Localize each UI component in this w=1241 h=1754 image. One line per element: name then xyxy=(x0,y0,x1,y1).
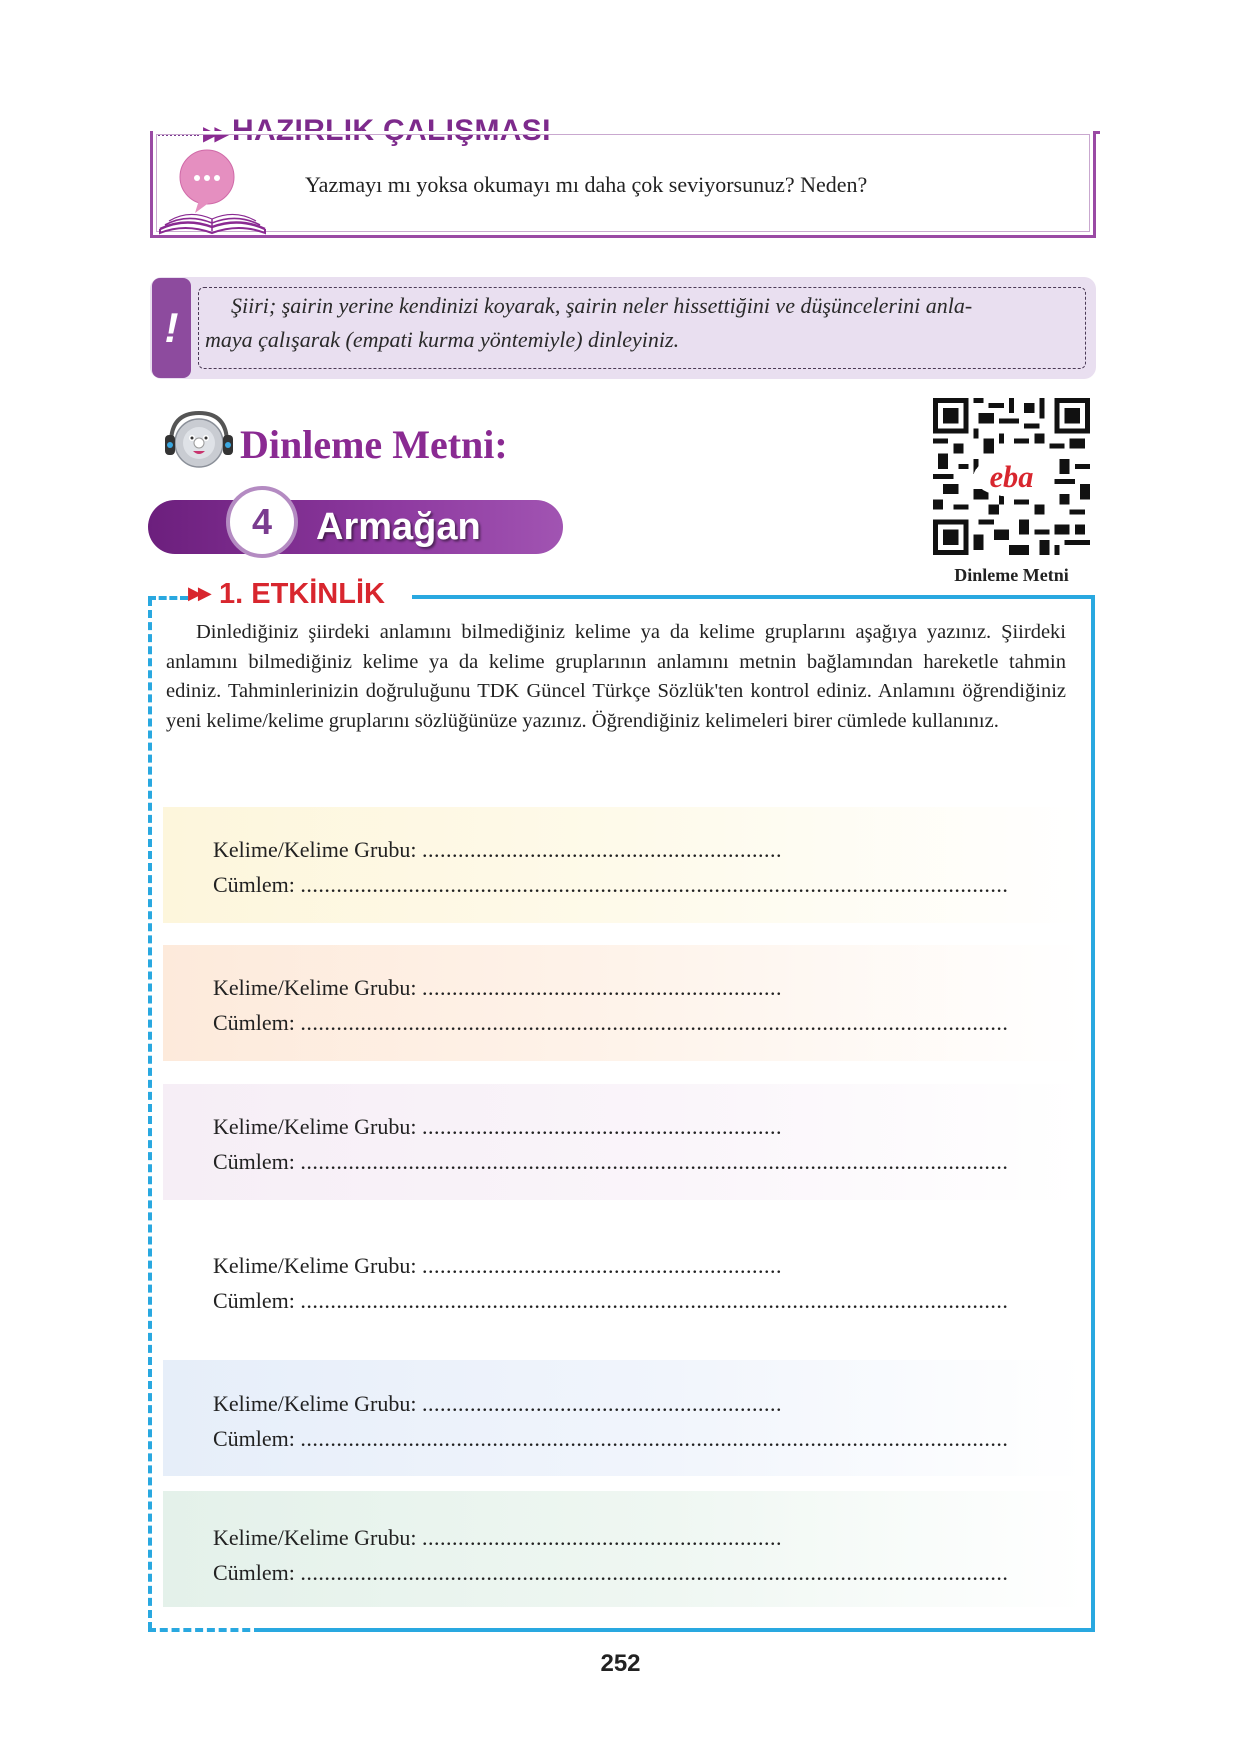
activity-frame-top-left xyxy=(148,596,188,600)
word-label: Kelime/Kelime Grubu: xyxy=(213,975,417,1000)
sentence-blank[interactable]: ...................................................................................................................... xyxy=(300,1149,1009,1174)
sentence-blank[interactable]: ...................................................................................................................... xyxy=(300,1010,1009,1035)
word-entry-box xyxy=(163,1360,1085,1476)
word-entry-box xyxy=(163,945,1085,1061)
sentence-line[interactable] xyxy=(213,872,1008,898)
text-number-badge: 4 xyxy=(226,486,298,558)
sentence-line[interactable] xyxy=(213,1560,1008,1586)
sentence-label: Cümlem: xyxy=(213,1149,295,1174)
sentence-label: Cümlem: xyxy=(213,1010,295,1035)
sentence-label: Cümlem: xyxy=(213,1560,295,1585)
word-entry-box xyxy=(163,1491,1085,1607)
sentence-blank[interactable]: ...................................................................................................................... xyxy=(300,872,1009,897)
word-entry-box xyxy=(163,1222,1085,1338)
page-number: 252 xyxy=(600,1650,641,1677)
note-line-1: Şiiri; şairin yerine kendinizi koyarak, şairin neler hissettiğini ve düşüncelerini anla- xyxy=(231,293,973,318)
activity-frame-left xyxy=(148,598,152,1630)
sentence-line[interactable] xyxy=(213,1288,1008,1314)
word-blank[interactable]: ............................................................ xyxy=(421,975,782,1000)
word-label: Kelime/Kelime Grubu: xyxy=(213,1253,417,1278)
sentence-line[interactable] xyxy=(213,1010,1008,1036)
text-title: Armağan xyxy=(316,506,481,548)
activity-instructions xyxy=(166,618,1066,736)
activity-frame-top xyxy=(412,595,1095,599)
sentence-blank[interactable]: ...................................................................................................................... xyxy=(300,1426,1009,1451)
note-text xyxy=(205,289,1075,357)
prep-title: HAZIRLIK ÇALIŞMASI xyxy=(232,114,551,147)
sentence-line[interactable] xyxy=(213,1149,1008,1175)
word-line[interactable] xyxy=(213,1253,782,1279)
word-line[interactable] xyxy=(213,1525,782,1551)
word-label: Kelime/Kelime Grubu: xyxy=(213,1525,417,1550)
qr-code-icon[interactable] xyxy=(933,398,1090,555)
speech-bubble-book-icon xyxy=(155,145,270,237)
word-line[interactable] xyxy=(213,1114,782,1140)
activity-frame-right xyxy=(1091,595,1095,1630)
activity-frame-bottom xyxy=(262,1628,1095,1632)
sentence-label: Cümlem: xyxy=(213,872,295,897)
note-line-2: maya çalışarak (empati kurma yöntemiyle) dinleyiniz. xyxy=(205,327,680,352)
word-blank[interactable]: ............................................................ xyxy=(421,837,782,862)
word-blank[interactable]: ............................................................ xyxy=(421,1391,782,1416)
word-blank[interactable]: ............................................................ xyxy=(421,1253,782,1278)
sentence-blank[interactable]: ...................................................................................................................... xyxy=(300,1560,1009,1585)
qr-caption: Dinleme Metni xyxy=(954,565,1069,585)
word-line[interactable] xyxy=(213,975,782,1001)
listening-heading: Dinleme Metni: xyxy=(240,422,508,467)
headphone-cd-icon xyxy=(163,407,235,473)
double-arrow-icon: ▶▶ xyxy=(188,583,208,604)
prep-question: Yazmayı mı yoksa okumayı mı daha çok seviyorsunuz? Neden? xyxy=(305,172,868,197)
word-label: Kelime/Kelime Grubu: xyxy=(213,1114,417,1139)
word-entry-box xyxy=(163,1084,1085,1200)
sentence-label: Cümlem: xyxy=(213,1288,295,1313)
sentence-line[interactable] xyxy=(213,1426,1008,1452)
eba-logo: eba xyxy=(989,460,1034,495)
sentence-label: Cümlem: xyxy=(213,1426,295,1451)
word-label: Kelime/Kelime Grubu: xyxy=(213,1391,417,1416)
word-line[interactable] xyxy=(213,1391,782,1417)
exclamation-icon: ! xyxy=(152,278,191,378)
double-arrow-icon: ▶▶ xyxy=(203,121,226,145)
word-blank[interactable]: ............................................................ xyxy=(421,1525,782,1550)
activity-title: 1. ETKİNLİK xyxy=(219,578,385,610)
activity-frame-bottom-dash xyxy=(148,1628,262,1632)
word-blank[interactable]: ............................................................ xyxy=(421,1114,782,1139)
word-label: Kelime/Kelime Grubu: xyxy=(213,837,417,862)
word-entry-box xyxy=(163,807,1085,923)
word-line[interactable] xyxy=(213,837,782,863)
activity-instruction-text: Dinlediğiniz şiirdeki anlamını bilmediğiniz kelime ya da kelime gruplarını aşağıya yazınız. Şiirdeki anlamını bilmediğiniz kelime ya da kelime gruplarının anlamını metnin bağlamından hareketle tahmin ediniz. Tahminlerinizin doğruluğunu TDK Güncel Türkçe Sözlük'ten kontrol ediniz. Anlamını öğrendiğiniz yeni kelime/kelime gruplarını sözlüğünüze yazınız. Öğrendiğiniz kelimeleri birer cümlede kullanınız. xyxy=(166,621,1066,732)
sentence-blank[interactable]: ...................................................................................................................... xyxy=(300,1288,1009,1313)
